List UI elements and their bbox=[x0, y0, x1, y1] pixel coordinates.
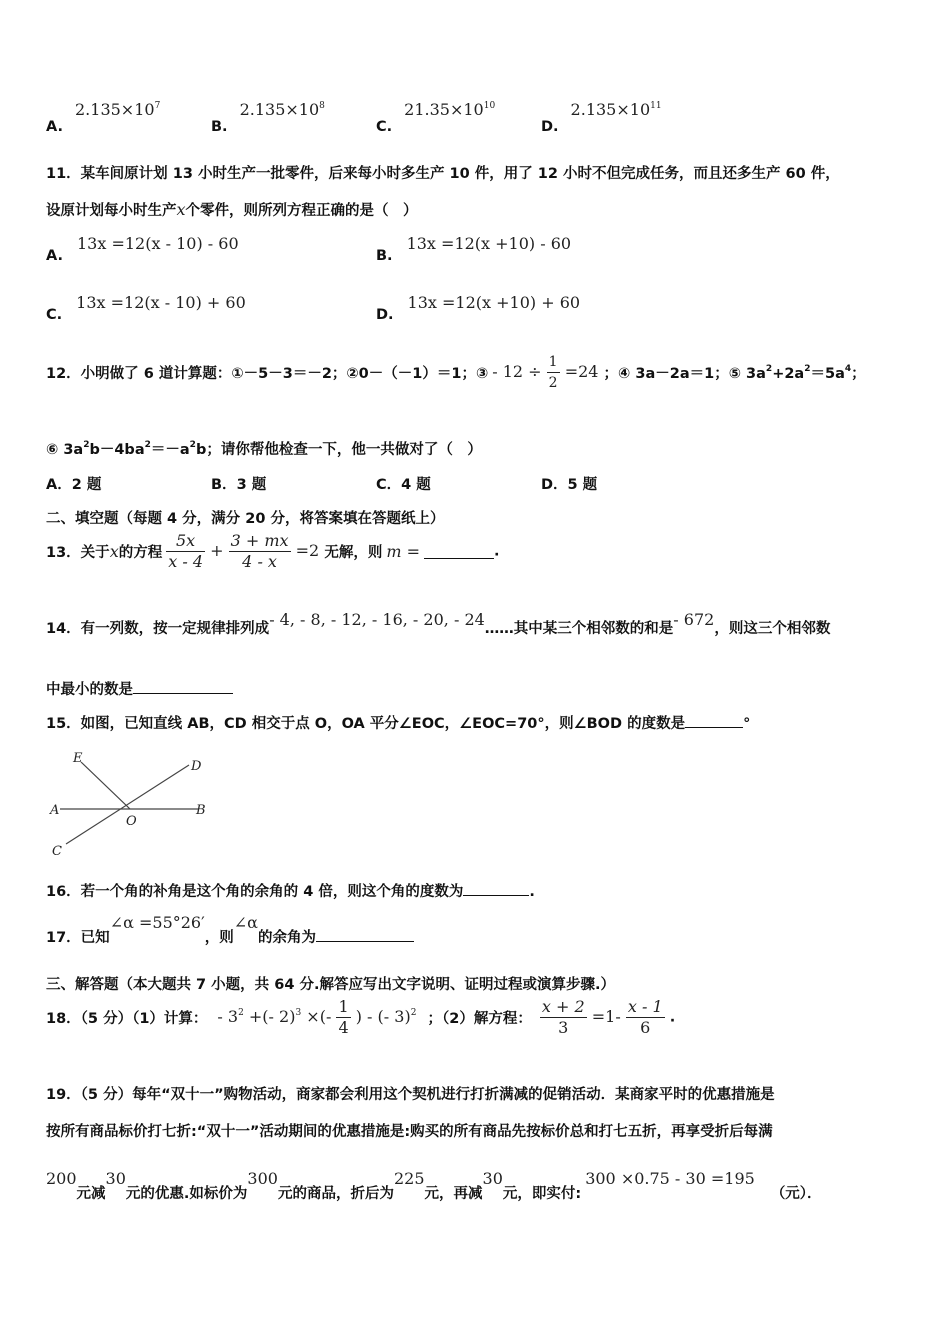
q11-option-c[interactable] bbox=[46, 293, 246, 323]
q11-line2: 设原计划每小时生产x个零件，则所列方程正确的是（ ） bbox=[46, 200, 418, 219]
option-equation: 13x =12(x +10) - 60 bbox=[406, 234, 572, 253]
q14-line1: 14．有一列数，按一定规律排列成- 4, - 8, - 12, - 16, - 20, - 24……其中某三个相邻数的和是- 672，则这三个相邻数 bbox=[46, 610, 831, 637]
label-a: A bbox=[50, 803, 60, 818]
option-letter: B. bbox=[376, 248, 393, 264]
option-equation: 13x =12(x +10) + 60 bbox=[407, 293, 581, 312]
q12-option-a[interactable]: A．2 题 bbox=[46, 477, 102, 493]
q17-answer-blank[interactable] bbox=[316, 927, 414, 942]
q18: 18．（5 分）（1）计算： - $3^2$ +(- 2)$^3$ ×(- $\frac{1}{4}$ ) - (- 3)$^2$ ；（2）解方程： $\frac{x + 2}{3}$ =1- $\frac{x - 1}{6}$ . bbox=[46, 997, 676, 1037]
q19-line3: 200元减30元的优惠.如标价为300元的商品，折后为225元，再减30元，即实付:300 ×0.75 - 30 =195（元）． bbox=[46, 1169, 822, 1202]
q14-answer-blank[interactable] bbox=[133, 679, 233, 694]
option-letter: C. bbox=[46, 307, 63, 323]
q13: 13．关于x的方程 $\frac{5x}{x - 4}$ + $\frac{3 + mx}{4 - x}$ =2 无解，则 m = . bbox=[46, 531, 500, 571]
q19-line2: 按所有商品标价打七折:“双十一”活动期间的优惠措施是:购买的所有商品先按标价总和打七五折，再享受折后每满 bbox=[46, 1124, 773, 1140]
q12-expression: - 12 ÷ $\frac{1}{2}$ =24 bbox=[492, 354, 599, 391]
label-o: O bbox=[126, 814, 137, 829]
q19-line1: 19．（5 分）每年“双十一”购物活动，商家都会利用这个契机进行打折满减的促销活动．某商家平时的优惠措施是 bbox=[46, 1087, 775, 1103]
option-equation: 13x =12(x - 10) + 60 bbox=[76, 293, 246, 312]
label-c: C bbox=[52, 844, 62, 859]
q15-text: 15．如图，已知直线 AB，CD 相交于点 O，OA 平分∠EOC，∠EOC=70°，则∠BOD 的度数是 ° bbox=[46, 712, 750, 733]
q12-option-b[interactable]: B．3 题 bbox=[211, 477, 267, 493]
q12-option-c[interactable]: C．4 题 bbox=[376, 477, 431, 493]
label-d: D bbox=[191, 759, 202, 774]
q10-option-d[interactable] bbox=[541, 100, 662, 135]
q11-option-d[interactable] bbox=[376, 293, 581, 323]
option-letter: A. bbox=[46, 248, 63, 264]
q16-answer-blank[interactable] bbox=[463, 881, 529, 896]
option-equation: 13x =12(x - 10) - 60 bbox=[77, 234, 239, 253]
q13-equation: $\frac{5x}{x - 4}$ + $\frac{3 + mx}{4 - x}$ =2 bbox=[168, 531, 320, 571]
option-value: $21.35\times 10^{10}$ bbox=[404, 100, 496, 119]
option-value: $2.135\times 10^7$ bbox=[75, 100, 161, 119]
q18-equation: $\frac{x + 2}{3}$ =1- $\frac{x - 1}{6}$ bbox=[541, 997, 663, 1037]
q18-expression: - $3^2$ +(- 2)$^3$ ×(- $\frac{1}{4}$ ) - (- 3)$^2$ bbox=[217, 997, 417, 1037]
q10-option-c[interactable] bbox=[376, 100, 496, 135]
q14-line2: 中最小的数是 bbox=[46, 678, 233, 699]
q16-text: 16．若一个角的补角是这个角的余角的 4 倍，则这个角的度数为 . bbox=[46, 880, 535, 901]
label-b: B bbox=[196, 803, 206, 818]
q10-option-a[interactable] bbox=[46, 100, 161, 135]
option-letter: B. bbox=[211, 119, 228, 135]
option-letter: D. bbox=[376, 307, 394, 323]
q13-answer-blank[interactable] bbox=[424, 544, 494, 559]
line-cd bbox=[66, 765, 189, 844]
q12-line2: ⑥ $3a^2b-4ba^2=-a^2b$；请你帮他检查一下，他一共做对了（ ） bbox=[46, 440, 482, 458]
option-letter: A. bbox=[46, 119, 63, 135]
option-letter: C. bbox=[376, 119, 393, 135]
q17: 17．已知∠α =55°26′，则∠α的余角为 bbox=[46, 912, 414, 933]
q10-option-b[interactable] bbox=[211, 100, 325, 135]
q11-line1: 11．某车间原计划 13 小时生产一批零件，后来每小时多生产 10 件，用了 12 小时不但完成任务，而且还多生产 60 件， bbox=[46, 166, 840, 182]
option-letter: D. bbox=[541, 119, 559, 135]
q11-option-b[interactable] bbox=[376, 234, 572, 264]
section-2-heading: 二、填空题（每题 4 分，满分 20 分，将答案填在答题纸上） bbox=[46, 511, 445, 527]
q11-option-a[interactable] bbox=[46, 234, 239, 264]
q12-option-d[interactable]: D．5 题 bbox=[541, 477, 598, 493]
q15-figure bbox=[46, 748, 216, 860]
q12-line1: 12．小明做了 6 道计算题：①－5－3＝－2；②0－（－1）＝1；③ - 12 ÷ $\frac{1}{2}$ =24 ；④ 3a－2a＝1；⑤ $3a^2+2a^2=5a^4$； bbox=[46, 354, 866, 391]
option-value: $2.135\times 10^{11}$ bbox=[570, 100, 662, 119]
label-e: E bbox=[73, 751, 83, 766]
ray-oe bbox=[81, 762, 130, 809]
q15-answer-blank[interactable] bbox=[685, 713, 743, 728]
section-3-heading: 三、解答题（本大题共 7 小题，共 64 分.解答应写出文字说明、证明过程或演算步骤.） bbox=[46, 977, 615, 993]
option-value: $2.135\times 10^8$ bbox=[239, 100, 325, 119]
